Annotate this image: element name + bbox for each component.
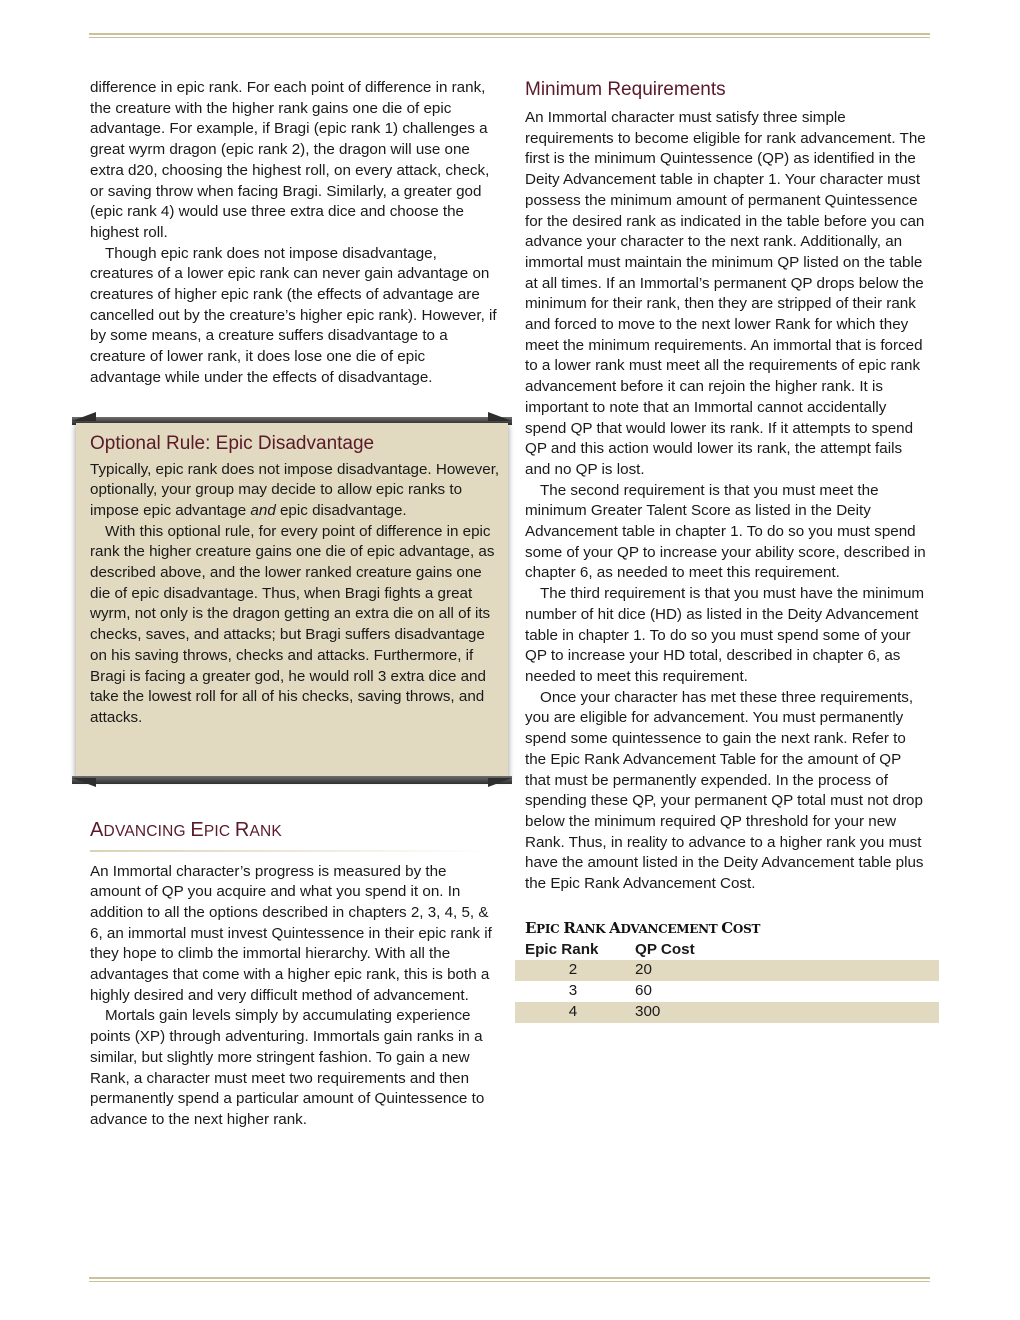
table-row [515,960,939,981]
cell-rank: 4 [515,1002,635,1023]
intro-paragraph: difference in epic rank. For each point of difference in rank, the creature with the higher rank gains one die of epic advantage. For example, if Bragi (epic rank 1) challenges a great wyrm dragon (epic rank 2), the dragon will use one extra d20, choosing the highest roll, on every attack, check, or saving throw when facing Bragi. Similarly, a greater god (epic rank 4) would use three extra dice and choose the highest roll. [90,79,490,241]
requirements-paragraph-2: The second requirement is that you must meet the minimum Greater Talent Score as listed in the Deity Advancement table in chapter 1. To do so you must spend some of your QP to increase your ability score, described in chapter 6, as needed to meet this requirement. [525,481,926,582]
requirements-paragraph-4: Once your character has met these three requirements, you are eligible for advancement. You must permanently spend some quintessence to gain the next rank. Refer to the Epic Rank Advancement Table for the amount of QP that must be permanently expended. In the process of spending these QP, your permanent QP total must not drop below the minimum required QP threshold for your new Rank. Thus, in reality to advance to a higher rank you must have the amount listed in the Deity Advancement table plus the Epic Rank Advancement Cost. [525,688,924,893]
sidebar-title: Optional Rule: Epic Disadvantage [90,432,375,454]
minimum-requirements-heading: Minimum Requirements [525,79,726,100]
bottom-rule [89,1277,930,1282]
optional-rule-sidebar [72,412,512,792]
heading-smallcaps: DVANCING [103,822,191,840]
sidebar-p1-text-end: epic disadvantage. [275,501,407,519]
cell-cost: 300 [635,1002,939,1023]
title-smallcaps: ANK [575,921,610,936]
heading-smallcaps: ANK [249,822,282,840]
cell-cost: 60 [635,982,652,1000]
heading-cap: A [90,818,104,841]
table-row [515,1002,939,1023]
heading-cap: R [234,818,250,841]
sidebar-paragraph-1 [90,460,500,522]
sidebar-bottom-bar [72,776,512,784]
title-smallcaps: OST [732,921,761,936]
right-column [525,78,930,1023]
sidebar-paragraph-2: With this optional rule, for every point of difference in epic rank the higher creature gains one die of epic advantage, as described above, and the lower ranked creature gains one die of epic disadvantage. Thus, when Bragi fights a great wyrm, not only is the dragon getting an extra die on all of its checks, saves, and attacks; but Bragi suffers disadvantage on his saving throws, checks and attacks. Furthermore, if Bragi is facing a greater god, he would roll 3 extra dice and take the lowest roll for all of his checks, saving throws, and attacks. [90,522,495,726]
sidebar-p1-italic: and [250,501,276,519]
disadvantage-paragraph: Though epic rank does not impose disadvantage, creatures of a lower epic rank can never gain advantage on creatures of higher epic rank (the effects of advantage are cancelled out by the creature’s higher epic rank). However, if by some means, a creature suffers disadvantage to a creature of lower rank, it does lose one die of epic advantage while under the effects of disadvantage. [90,244,497,386]
cell-cost: 20 [635,960,939,981]
header-qp-cost: QP Cost [635,940,695,958]
heading-smallcaps: PIC [203,822,235,840]
requirements-paragraph-1: An Immortal character must satisfy three simple requirements to become eligible for rank advancement. The first is the minimum Quintessence (QP) as identified in the Deity Advancement table in chapter 1. Your character must possess the minimum amount of permanent Quintessence for the desired rank as indicated in the table before you can advance your character to the next rank. Additionally, an immortal must maintain the minimum QP listed on the table at all times. If an Immortal’s permanent QP drops below the minimum for their rank, then they are stripped of their rank and forced to move to the next lower Rank for which they meet the minimum requirements. An immortal that is forced to a lower rank must meet all the requirements of epic rank advancement before it can rejoin the higher rank. It is important to note that an Immortal cannot accidentally spend QP that would lower its rank. If it attempts to spend QP and this action would lower its rank, the attempt fails and no QP is lost. [525,109,926,478]
section-heading-advancing-epic-rank [90,817,490,852]
sidebar-corner [72,778,96,787]
sidebar-corner [488,778,512,787]
sidebar-corner [488,412,512,421]
left-column [90,78,500,1131]
cell-rank: 3 [568,982,578,1000]
header-epic-rank: Epic Rank [525,940,599,958]
top-rule [89,33,930,38]
section-paragraph-2: Mortals gain levels simply by accumulating experience points (XP) through adventuring. Immortals gain ranks in a similar, but slightly more stringent fashion. To gain a new Rank, a character must meet two requirements and then permanently spend a particular amount of Quintessence to advance to the next higher rank. [90,1007,485,1128]
title-cap: R [563,918,576,937]
epic-rank-advancement-table [515,940,939,1023]
title-smallcaps: DVANCEMENT [620,921,722,936]
table-header-row [515,940,939,961]
table-title [525,918,930,939]
title-cap: C [721,918,733,937]
cell-rank: 2 [515,960,635,981]
title-cap: E [525,918,537,937]
section-paragraph-1: An Immortal character’s progress is measured by the amount of QP you acquire and what you spend it on. In addition to all the options described in chapters 2, 3, 4, 5, & 6, an immortal must invest Quintessence in their epic rank if they hope to climb the immortal hierarchy. With all the advantages that come with a higher epic rank, this is both a highly desired and very difficult method of advancement. [90,862,492,1004]
title-cap: A [609,918,621,937]
heading-cap: E [190,818,204,841]
sidebar-corner [72,412,96,421]
requirements-paragraph-3: The third requirement is that you must have the minimum number of hit dice (HD) as listed in the Deity Advancement table in chapter 1. To do so you must spend some of your QP to increase your HD total, described in chapter 6, as needed to meet this requirement. [525,585,925,685]
title-smallcaps: PIC [536,921,564,936]
sidebar-p1-text: Typically, epic rank does not impose disadvantage. However, optionally, your group may decide to allow epic ranks to impose epic advantage [90,460,500,519]
sidebar-body [76,423,508,778]
table-row [515,981,939,1002]
